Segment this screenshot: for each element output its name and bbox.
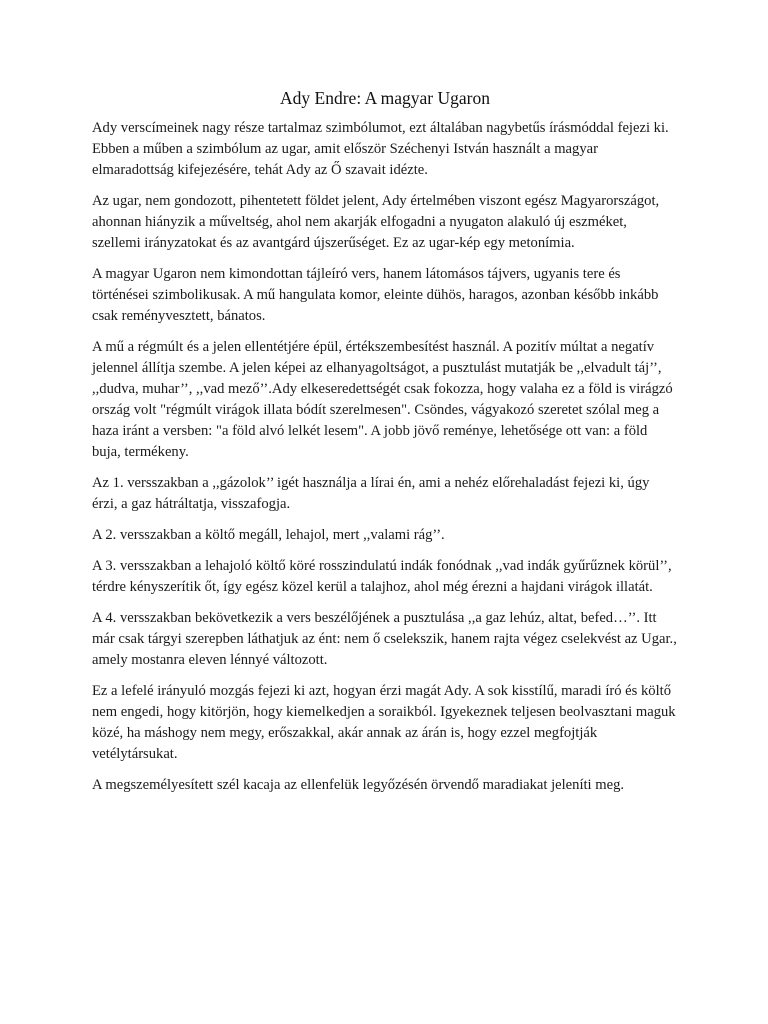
document-title: Ady Endre: A magyar Ugaron — [280, 88, 490, 108]
paragraph-stanza-3: A 3. versszakban a lehajoló költő köré rosszindulatú indák fonódnak ,,vad indák gyűrűznek körül’’, térdre kényszerítik őt, így egész közel kerül a talajhoz, ahol még érezni a hajdani virágok illatát. — [92, 558, 672, 595]
paragraph-intro: Ady verscímeinek nagy része tartalmaz szimbólumot, ezt általában nagybetűs írásmóddal fejezi ki. Ebben a műben a szimbólum az ugar, amit először Széchenyi István használt a magyar elmaradottság kifejezésére, tehát Ady az Ő szavait idézte. — [92, 120, 669, 178]
paragraph-contrast: A mű a régmúlt és a jelen ellentétjére épül, értékszembesítést használ. A pozitív múltat a negatív jelennel állítja szembe. A jelen képei az elhanyagoltságot, a pusztulást mutatják be ,,elvadult táj’’, ,,dudva, muhar’’, ,,vad mező’’.Ady elkeseredettségét csak fokozza, hogy valaha ez a föld is virágzó ország volt "régmúlt virágok illata bódít szerelmesen". Csöndes, vágyakozó szeretet szólal meg a haza iránt a versben: "a föld alvó lelkét lesem". A jobb jövő reménye, lehetősége ott van: a föld buja, termékeny. — [92, 339, 673, 460]
paragraph-stanza-4: A 4. versszakban bekövetkezik a vers beszélőjének a pusztulása ,,a gaz lehúz, altat, befed…’’. Itt már csak tárgyi szerepben láthatjuk az ént: nem ő cselekszik, hanem rajta végez cselekvést az Ugar., amely mostanra eleven lénnyé változott. — [92, 610, 677, 668]
paragraph-movement: Ez a lefelé irányuló mozgás fejezi ki azt, hogyan érzi magát Ady. A sok kisstílű, maradi író és költő nem engedi, hogy kitörjön, hogy kiemelkedjen a soraikból. Igyekeznek teljesen beolvasztani maguk közé, ha máshogy nem megy, erőszakkal, akár annak az árán is, hogy ezzel megfojtják vetélytársukat. — [92, 683, 676, 762]
paragraph-ugar-meaning: Az ugar, nem gondozott, pihentetett földet jelent, Ady értelmében viszont egész Magyarországot, ahonnan hiányzik a műveltség, ahol nem akarják elfogadni a nyugaton alakuló új eszméket, szellemi irányzatokat és az avantgárd újszerűséget. Ez az ugar-kép egy metonímia. — [92, 193, 660, 251]
paragraph-wind: A megszemélyesített szél kacaja az ellenfelük legyőzésén örvendő maradiakat jeleníti meg. — [92, 777, 625, 793]
paragraph-genre: A magyar Ugaron nem kimondottan tájleíró vers, hanem látomásos tájvers, ugyanis tere és történései szimbolikusak. A mű hangulata komor, eleinte dühös, haragos, azonban később inkább csak reményvesztett, bánatos. — [92, 266, 659, 324]
paragraph-stanza-1: Az 1. versszakban a ,,gázolok’’ igét használja a lírai én, ami a nehéz előrehaladást fejezi ki, úgy érzi, a gaz hátráltatja, visszafogja. — [92, 475, 650, 512]
document-body — [92, 86, 678, 806]
paragraph-stanza-2: A 2. versszakban a költő megáll, lehajol, mert ,,valami rág’’. — [92, 527, 445, 543]
